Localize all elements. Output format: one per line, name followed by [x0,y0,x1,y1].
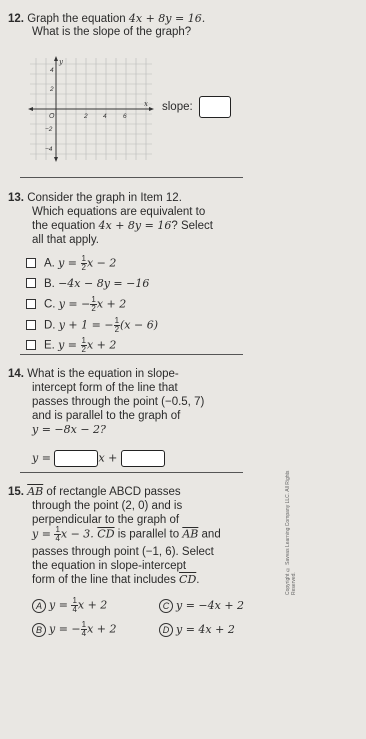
choice-a-post: x + 2 [77,598,108,612]
q15-choice-d[interactable] [159,623,235,637]
x-axis-label: x [144,100,148,108]
segment-cd: $\overline{CD}$ [179,573,197,586]
divider-3 [20,472,243,473]
q14-text: What is the equation in slope- [27,368,179,380]
q12-number: 12. [8,13,24,25]
q14-line2: intercept form of the line that [32,382,178,394]
slope-row [162,96,231,118]
choice-a-pre: y = [49,598,72,612]
q15-eq-pre: y = [32,527,55,541]
option-a-post: x − 2 [86,256,117,270]
numerator: 1 [55,525,60,534]
option-c-pre: y = − [58,297,91,311]
q14-line3: passes through the point (−0.5, 7) [32,396,205,408]
checkbox-d[interactable] [26,320,36,330]
q15-line5: passes through point (−1, 6). Select [32,546,214,558]
q15-line7-text: form of the line that includes [32,574,180,586]
q13-equation: 4x + 8y = 16 [98,219,172,232]
q12-text: Graph the equation [27,13,129,25]
q13-text: Consider the graph in Item 12. [27,192,182,204]
x-tick-2: 2 [84,113,88,120]
choice-b-pre: y = − [49,622,81,636]
q15-line7 [32,573,199,587]
option-a-pre: y = [58,256,81,270]
q14-answer-row [32,450,165,467]
q13-option-e[interactable] [26,337,116,354]
q13-line2: Which equations are equivalent to [32,206,206,218]
option-letter: A. [44,257,55,270]
x-axis-arrow-left [28,107,33,111]
slope-label: slope: [162,101,193,114]
q15-text-end: and [198,528,221,541]
q15-line6: the equation in slope-intercept [32,560,187,572]
q15-eq-mid: x − 3. [60,527,98,541]
q13-option-d[interactable] [26,317,158,334]
checkbox-a[interactable] [26,258,36,268]
denominator: 2 [81,263,86,272]
q15-text1: of rectangle ABCD passes [43,486,181,498]
x-tick-4: 4 [103,113,107,120]
x-tick-6: 6 [123,113,127,120]
q15-choice-b[interactable] [32,621,117,638]
numerator: 1 [72,596,77,605]
option-letter: E. [44,339,55,352]
y-tick-4: 4 [50,67,54,74]
y-tick-neg2: −2 [45,126,53,133]
numerator: 1 [81,620,87,629]
option-b-text: −4x − 8y = −16 [58,277,150,290]
option-letter: D. [44,319,56,332]
q15-line4 [32,526,221,543]
q14-line1 [8,367,179,381]
choice-c-bubble[interactable]: C [159,599,173,613]
q13-number: 13. [8,192,24,204]
q15-choice-a[interactable] [32,597,107,614]
denominator: 2 [91,304,96,313]
slope-input[interactable] [199,96,231,118]
q13-line3a: the equation [32,220,99,232]
option-e-pre: y = [58,338,81,352]
y-tick-2: 2 [50,86,54,93]
y-tick-neg4: −4 [45,146,53,153]
q15-number: 15. [8,486,24,498]
segment-ab: $\overline{AB}$ [182,527,199,541]
intercept-answer-input[interactable] [121,450,165,467]
option-e-post: x + 2 [86,338,117,352]
q15-text-mid: is parallel to [114,528,183,541]
q13-line1 [8,191,182,205]
numerator: 1 [81,336,86,345]
divider-2 [20,354,243,355]
q12-line2: What is the slope of the graph? [32,26,192,38]
q14-number: 14. [8,368,24,380]
choice-c-text: y = −4x + 2 [176,599,245,612]
q15-line3: perpendicular to the graph of [32,514,180,526]
origin-label: O [49,113,55,120]
q13-option-a[interactable] [26,255,116,272]
segment-cd: $\overline{CD}$ [97,527,115,541]
q13-line3b: ? Select [171,220,213,232]
slope-answer-input[interactable] [54,450,98,467]
checkbox-b[interactable] [26,278,36,288]
y-axis-arrow-down [54,157,58,162]
option-letter: C. [44,298,56,311]
checkbox-e[interactable] [26,340,36,350]
q13-option-c[interactable] [26,296,126,313]
x-axis-arrow-right [149,107,154,111]
option-d-pre: y + 1 = − [58,318,114,332]
y-axis-label: y [59,58,63,66]
q14-line4: and is parallel to the graph of [32,410,181,422]
q14-line5: y = −8x − 2? [32,423,106,436]
q15-line7-end: . [196,574,200,586]
copyright-notice: Copyright © Savvas Learning Company LLC. All Rights Reserved. [285,470,297,595]
option-d-post: (x − 6) [120,318,159,332]
y-axis-arrow-up [54,56,58,61]
segment-ab: $\overline{AB}$ [27,485,44,498]
numerator: 1 [91,295,96,304]
denominator: 4 [55,534,60,543]
checkbox-c[interactable] [26,299,36,309]
denominator: 4 [72,605,77,614]
q15-line2: through the point (2, 0) and is [32,500,183,512]
q12-equation: 4x + 8y = 16. [128,12,206,25]
choice-b-bubble[interactable]: B [32,623,46,637]
choice-d-bubble[interactable]: D [159,623,173,637]
numerator: 1 [81,254,86,263]
denominator: 4 [81,629,87,638]
option-c-post: x + 2 [96,297,127,311]
divider-1 [20,177,243,178]
numerator: 1 [114,316,120,325]
answer-prefix: y = [32,451,55,465]
denominator: 2 [81,345,86,354]
choice-a-bubble[interactable]: A [32,599,46,613]
q13-line3 [32,219,213,233]
q13-line4: all that apply. [32,234,99,246]
q13-option-b[interactable] [26,277,149,291]
q15-choice-c[interactable] [159,599,244,613]
q15-line1 [8,485,181,499]
choice-d-text: y = 4x + 2 [176,623,235,636]
answer-middle: x + [98,451,121,465]
q12-line1 [8,12,205,26]
option-letter: B. [44,278,55,290]
coordinate-grid[interactable] [28,56,156,162]
choice-b-post: x + 2 [87,622,117,636]
denominator: 2 [114,325,120,334]
